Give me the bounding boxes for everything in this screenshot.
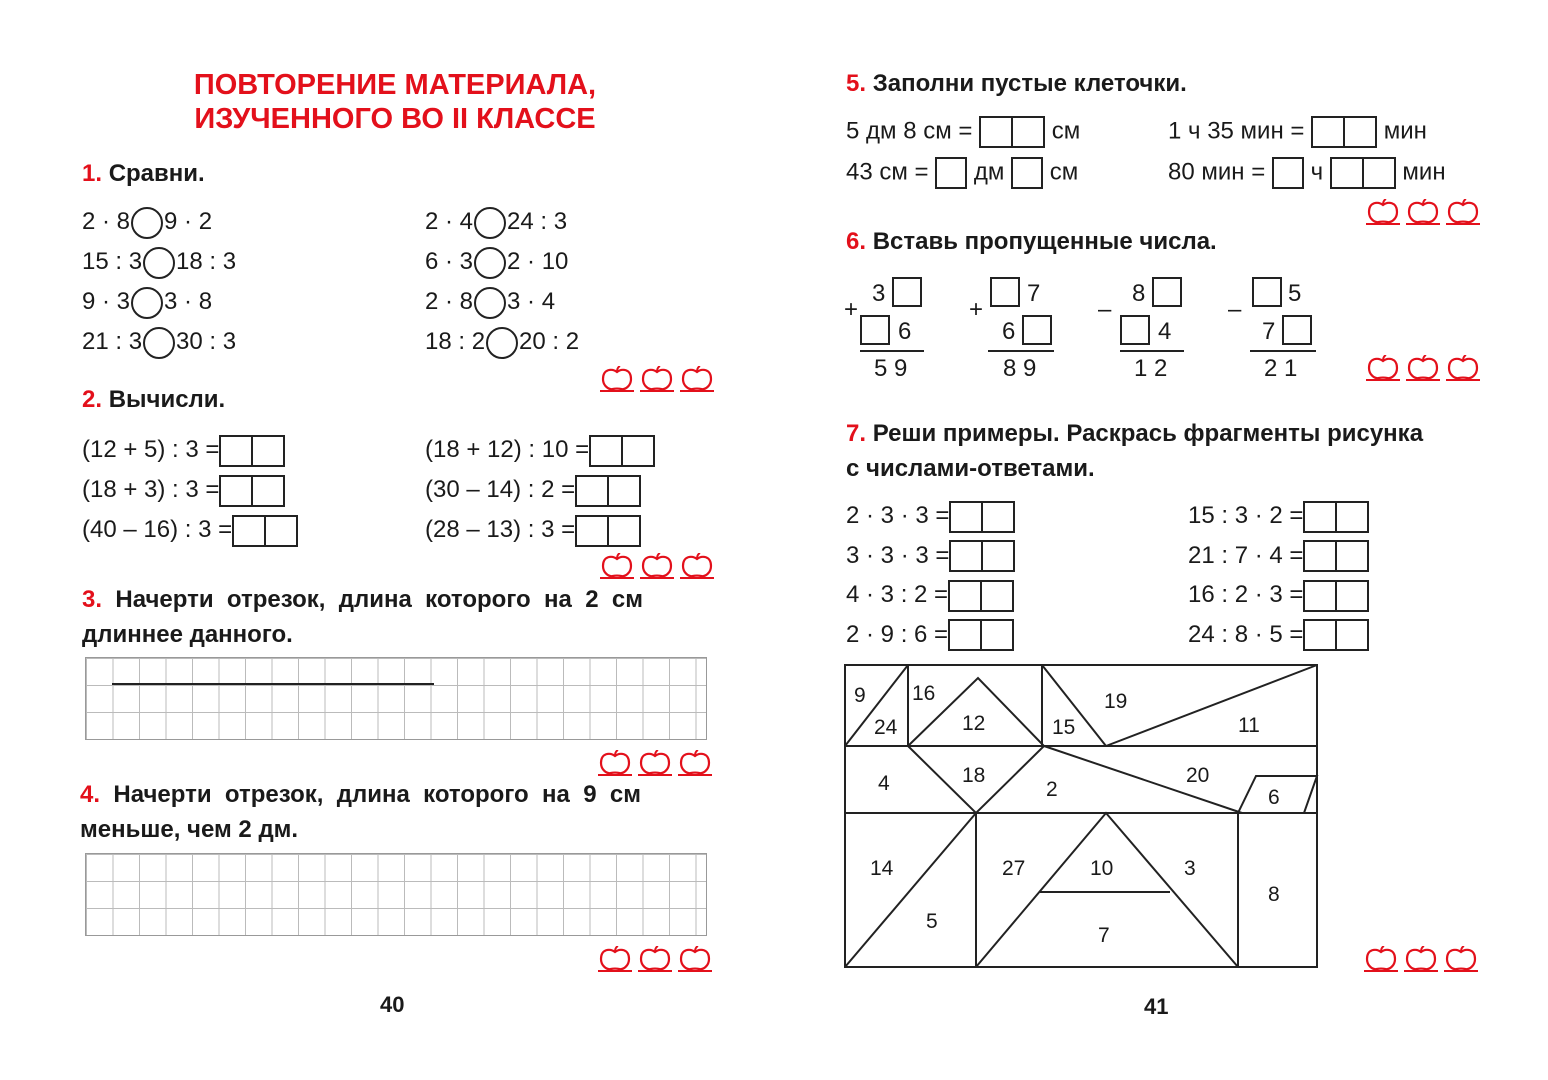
- compare-row: 2 · 8 9 · 2: [82, 202, 236, 242]
- compare-circle[interactable]: [131, 287, 163, 319]
- task7-number: 7.: [846, 420, 867, 447]
- answer-box[interactable]: [589, 435, 655, 467]
- puzzle-number: 20: [1186, 764, 1210, 787]
- puzzle-number: 24: [874, 716, 898, 739]
- apple-icon: [1406, 355, 1440, 381]
- apple-icon: [638, 750, 672, 776]
- calc-row: 15 : 3 · 2 =: [1188, 496, 1369, 536]
- puzzle-number: 5: [926, 910, 938, 933]
- digit: 6: [1002, 318, 1016, 345]
- calc-row: (18 + 3) : 3 =: [82, 470, 298, 510]
- calc-row: 21 : 7 · 4 =: [1188, 536, 1369, 576]
- result: 5 9: [874, 355, 908, 382]
- task3-line2: длиннее данного.: [82, 621, 293, 648]
- digit: 7: [1262, 318, 1276, 345]
- compare-row: 15 : 3 18 : 3: [82, 242, 236, 282]
- task7-line2: с числами-ответами.: [846, 455, 1095, 482]
- puzzle-number: 14: [870, 857, 894, 880]
- compare-row: 6 · 3 2 · 10: [425, 242, 579, 282]
- title-line-1: ПОВТОРЕНИЕ МАТЕРИАЛА,: [193, 69, 597, 101]
- task7-line1: Реши примеры. Раскрась фрагменты рисунка: [872, 420, 1424, 447]
- page-number: 40: [380, 992, 405, 1017]
- right-page: [774, 0, 1548, 1080]
- answer-box[interactable]: [949, 501, 1015, 533]
- digit-box[interactable]: [990, 277, 1020, 307]
- calc-row: 2 · 3 · 3 =: [846, 496, 1015, 536]
- result: 2 1: [1264, 355, 1298, 382]
- puzzle-number: 10: [1090, 857, 1114, 880]
- digit-box[interactable]: [1252, 277, 1282, 307]
- puzzle-number: 6: [1268, 786, 1280, 809]
- calc-row: 24 : 8 · 5 =: [1188, 615, 1369, 655]
- result: 8 9: [1003, 355, 1037, 382]
- operator-sign: +: [844, 296, 859, 323]
- task2-left-column: [82, 430, 298, 550]
- digit-box[interactable]: [1022, 315, 1052, 345]
- answer-box[interactable]: [219, 475, 285, 507]
- puzzle-number: 9: [854, 684, 866, 707]
- task5-row-1b: 1 ч 35 мин = мин: [1168, 116, 1427, 148]
- task2-right-column: [425, 430, 655, 550]
- calc-row: 3 · 3 · 3 =: [846, 536, 1015, 576]
- puzzle-number: 8: [1268, 883, 1280, 906]
- answer-box[interactable]: [1330, 157, 1396, 189]
- puzzle-number: 15: [1052, 716, 1076, 739]
- puzzle-number: 16: [912, 682, 936, 705]
- task4-grid[interactable]: [85, 853, 707, 936]
- operator-sign: –: [1098, 296, 1112, 323]
- task1-heading: [82, 160, 205, 188]
- answer-box[interactable]: [1303, 501, 1369, 533]
- task1-number: 1.: [82, 160, 103, 187]
- apple-icon: [678, 750, 712, 776]
- puzzle-number: 4: [878, 772, 890, 795]
- sum-line: [860, 350, 924, 352]
- task5-row-2b: 80 мин = ч мин: [1168, 157, 1446, 189]
- task3-grid[interactable]: [85, 657, 707, 740]
- operator-sign: –: [1228, 296, 1242, 323]
- page-title: [150, 68, 640, 136]
- apple-icon: [680, 366, 714, 392]
- apple-icon: [598, 946, 632, 972]
- puzzle-number: 11: [1238, 714, 1260, 737]
- answer-box[interactable]: [935, 157, 967, 189]
- task3-text: [82, 582, 643, 652]
- rating-apples: [1366, 199, 1480, 225]
- digit: 6: [898, 318, 912, 345]
- apple-icon: [1366, 355, 1400, 381]
- compare-circle[interactable]: [474, 247, 506, 279]
- puzzle-number: 27: [1002, 857, 1026, 880]
- compare-row: 18 : 2 20 : 2: [425, 322, 579, 362]
- sum-line: [1120, 350, 1184, 352]
- calc-row: (18 + 12) : 10 =: [425, 430, 655, 470]
- compare-row: 2 · 8 3 · 4: [425, 282, 579, 322]
- calc-row: 16 : 2 · 3 =: [1188, 575, 1369, 615]
- task3-line1: Начерти отрезок, длина которого на 2 см: [115, 586, 643, 613]
- apple-icon: [600, 553, 634, 579]
- compare-circle[interactable]: [474, 287, 506, 319]
- answer-box[interactable]: [232, 515, 298, 547]
- task1-right-column: [425, 202, 579, 362]
- puzzle-number: 3: [1184, 857, 1196, 880]
- digit: 3: [872, 280, 886, 307]
- given-segment: [112, 683, 434, 685]
- rating-apples: [600, 553, 714, 579]
- puzzle-number: 2: [1046, 778, 1058, 801]
- calc-row: 4 · 3 : 2 =: [846, 575, 1015, 615]
- apple-icon: [1446, 355, 1480, 381]
- apple-icon: [1406, 199, 1440, 225]
- answer-box[interactable]: [979, 116, 1045, 148]
- result: 1 2: [1134, 355, 1168, 382]
- digit-box[interactable]: [892, 277, 922, 307]
- operator-sign: +: [969, 296, 984, 323]
- task4-line2: меньше, чем 2 дм.: [80, 816, 299, 843]
- compare-circle[interactable]: [143, 247, 175, 279]
- answer-box[interactable]: [1011, 157, 1043, 189]
- calc-row: (30 – 14) : 2 =: [425, 470, 655, 510]
- calc-row: (28 – 13) : 3 =: [425, 510, 655, 550]
- compare-circle[interactable]: [131, 207, 163, 239]
- answer-box[interactable]: [949, 540, 1015, 572]
- sum-line: [988, 350, 1054, 352]
- digit-box[interactable]: [1120, 315, 1150, 345]
- task7-right-column: [1188, 496, 1369, 654]
- answer-box[interactable]: [1303, 580, 1369, 612]
- compare-circle[interactable]: [143, 327, 175, 359]
- digit: 7: [1027, 280, 1041, 307]
- calc-row: 2 · 9 : 6 =: [846, 615, 1015, 655]
- rating-apples: [1364, 946, 1478, 972]
- apple-icon: [598, 750, 632, 776]
- answer-box[interactable]: [1311, 116, 1377, 148]
- puzzle-number: 19: [1104, 690, 1128, 713]
- task2-title: Вычисли.: [108, 386, 226, 413]
- task4-line1: Начерти отрезок, длина которого на 9 см: [113, 781, 641, 808]
- page-number: 41: [1144, 994, 1169, 1019]
- task5-heading: [846, 70, 1187, 98]
- puzzle-number: 7: [1098, 924, 1110, 947]
- sum-line: [1250, 350, 1316, 352]
- task5-number: 5.: [846, 70, 867, 97]
- task6-number: 6.: [846, 228, 867, 255]
- digit-box[interactable]: [860, 315, 890, 345]
- rating-apples: [1366, 355, 1480, 381]
- apple-icon: [1364, 946, 1398, 972]
- answer-box[interactable]: [948, 580, 1014, 612]
- compare-row: 9 · 3 3 · 8: [82, 282, 236, 322]
- apple-icon: [640, 553, 674, 579]
- answer-box[interactable]: [948, 619, 1014, 651]
- task6-heading: [846, 228, 1217, 256]
- puzzle-number: 12: [962, 712, 986, 735]
- digit-box[interactable]: [1282, 315, 1312, 345]
- puzzle-number: 18: [962, 764, 986, 787]
- task2-number: 2.: [82, 386, 103, 413]
- digit: 8: [1132, 280, 1146, 307]
- compare-row: 2 · 4 24 : 3: [425, 202, 579, 242]
- answer-box[interactable]: [219, 435, 285, 467]
- puzzle-labels: [844, 664, 1320, 970]
- apple-icon: [638, 946, 672, 972]
- apple-icon: [678, 946, 712, 972]
- answer-box[interactable]: [575, 475, 641, 507]
- task4-number: 4.: [80, 781, 101, 808]
- rating-apples: [598, 750, 712, 776]
- compare-row: 21 : 3 30 : 3: [82, 322, 236, 362]
- calc-row: (40 – 16) : 3 =: [82, 510, 298, 550]
- task1-left-column: [82, 202, 236, 362]
- task4-text: [80, 777, 641, 847]
- task7-left-column: [846, 496, 1015, 654]
- apple-icon: [680, 553, 714, 579]
- title-line-2: ИЗУЧЕННОГО ВО II КЛАССЕ: [194, 103, 596, 135]
- task5-row-1a: 5 дм 8 см = см: [846, 116, 1080, 148]
- answer-box[interactable]: [575, 515, 641, 547]
- task5-title: Заполни пустые клеточки.: [872, 70, 1187, 97]
- apple-icon: [1404, 946, 1438, 972]
- rating-apples: [600, 366, 714, 392]
- digit: 4: [1158, 318, 1172, 345]
- task2-heading: [82, 386, 225, 414]
- task5-row-2a: 43 см = дм см: [846, 157, 1078, 189]
- answer-box[interactable]: [1303, 540, 1369, 572]
- digit: 5: [1288, 280, 1302, 307]
- task6-title: Вставь пропущенные числа.: [872, 228, 1217, 255]
- answer-box[interactable]: [1272, 157, 1304, 189]
- compare-circle[interactable]: [486, 327, 518, 359]
- compare-circle[interactable]: [474, 207, 506, 239]
- answer-box[interactable]: [1303, 619, 1369, 651]
- apple-icon: [1444, 946, 1478, 972]
- task3-number: 3.: [82, 586, 103, 613]
- calc-row: (12 + 5) : 3 =: [82, 430, 298, 470]
- task1-title: Сравни.: [108, 160, 205, 187]
- apple-icon: [600, 366, 634, 392]
- task7-text: [846, 416, 1423, 486]
- digit-box[interactable]: [1152, 277, 1182, 307]
- apple-icon: [640, 366, 674, 392]
- apple-icon: [1446, 199, 1480, 225]
- apple-icon: [1366, 199, 1400, 225]
- rating-apples: [598, 946, 712, 972]
